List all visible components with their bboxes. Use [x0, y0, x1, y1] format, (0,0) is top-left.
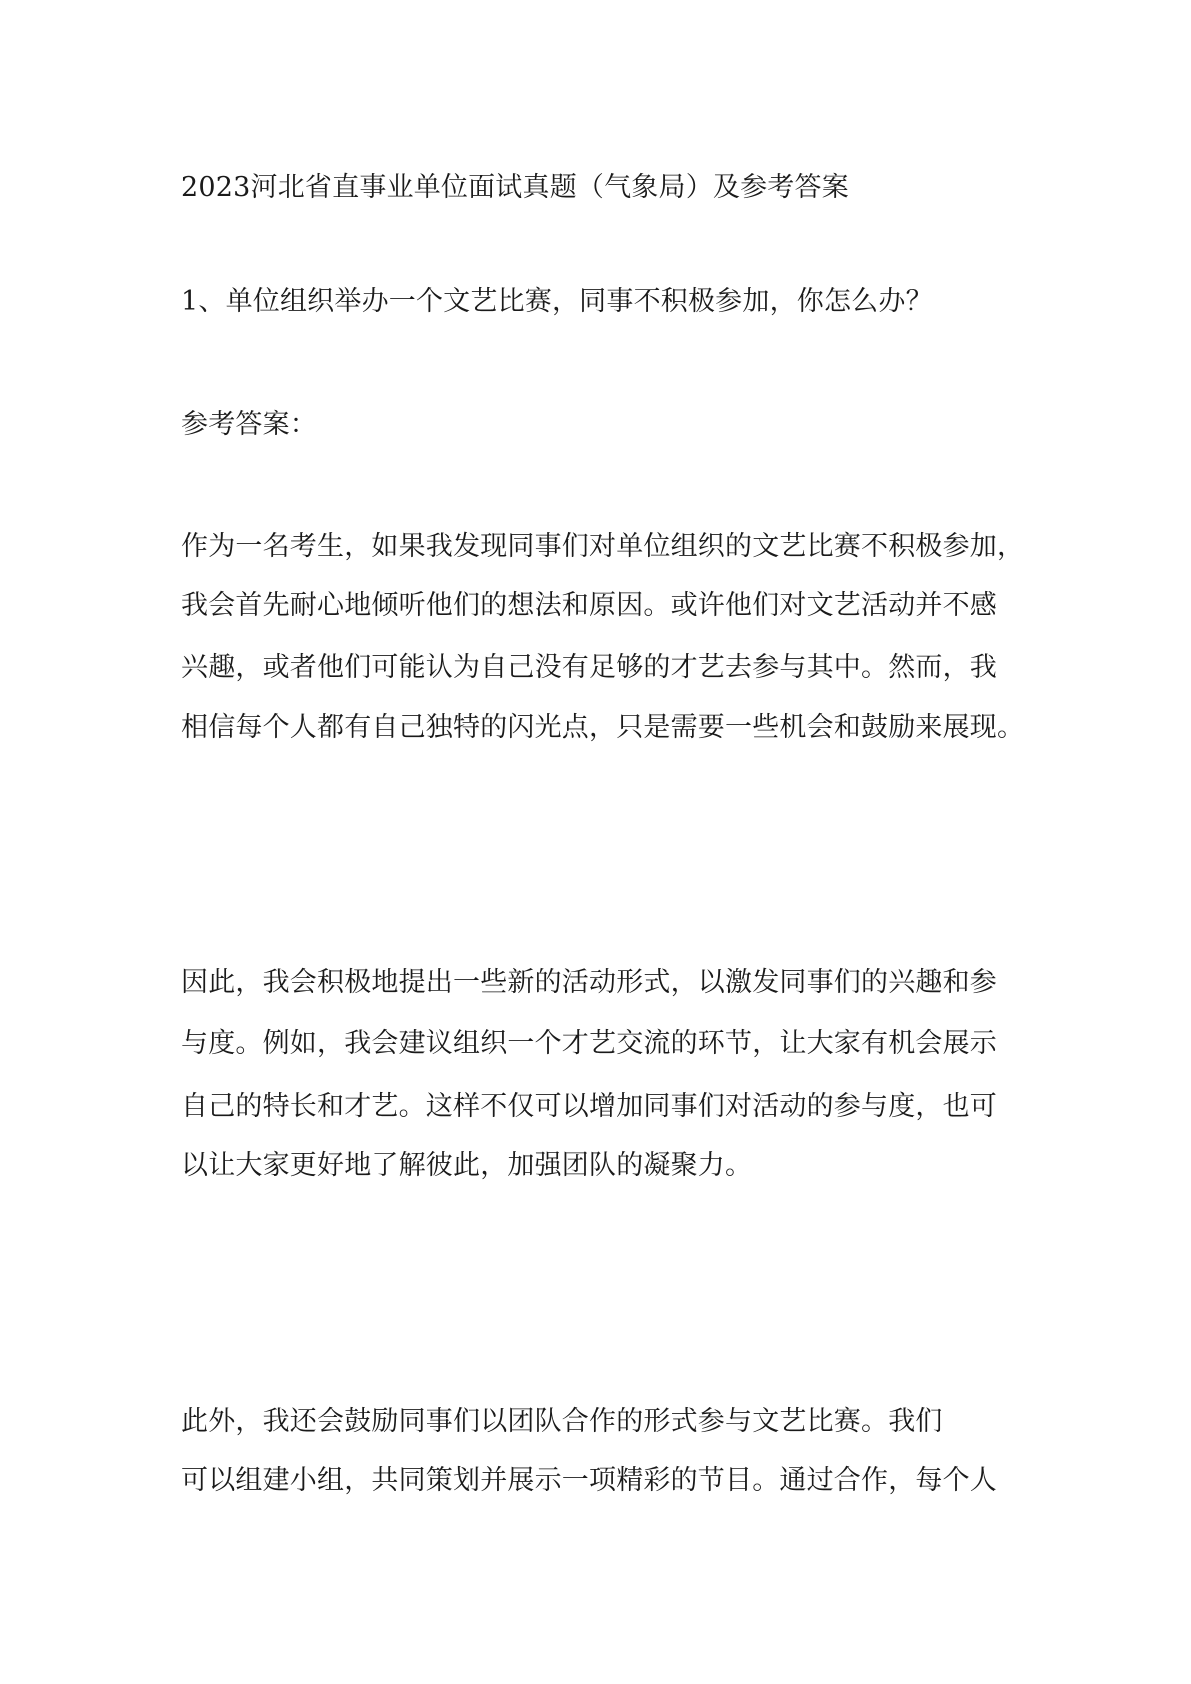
paragraph-line: 与度。例如，我会建议组织一个才艺交流的环节，让大家有机会展示 [181, 1028, 997, 1059]
question-1: 1、单位组织举办一个文艺比赛，同事不积极参加，你怎么办？ [181, 286, 933, 317]
paragraph-line: 以让大家更好地了解彼此，加强团队的凝聚力。 [181, 1150, 753, 1181]
paragraph-line: 此外，我还会鼓励同事们以团队合作的形式参与文艺比赛。我们 [181, 1406, 943, 1437]
document-title: 2023河北省直事业单位面试真题（气象局）及参考答案 [181, 172, 849, 203]
paragraph-line: 相信每个人都有自己独特的闪光点，只是需要一些机会和鼓励来展现。 [181, 712, 1025, 743]
paragraph-line: 作为一名考生，如果我发现同事们对单位组织的文艺比赛不积极参加， [181, 531, 1025, 562]
answer-label: 参考答案： [181, 409, 317, 440]
paragraph-line: 因此，我会积极地提出一些新的活动形式，以激发同事们的兴趣和参 [181, 967, 997, 998]
paragraph-line: 我会首先耐心地倾听他们的想法和原因。或许他们对文艺活动并不感 [181, 590, 997, 621]
paragraph-line: 可以组建小组，共同策划并展示一项精彩的节目。通过合作，每个人 [181, 1465, 997, 1496]
paragraph-line: 自己的特长和才艺。这样不仅可以增加同事们对活动的参与度，也可 [181, 1091, 997, 1122]
paragraph-line: 兴趣，或者他们可能认为自己没有足够的才艺去参与其中。然而，我 [181, 652, 997, 683]
